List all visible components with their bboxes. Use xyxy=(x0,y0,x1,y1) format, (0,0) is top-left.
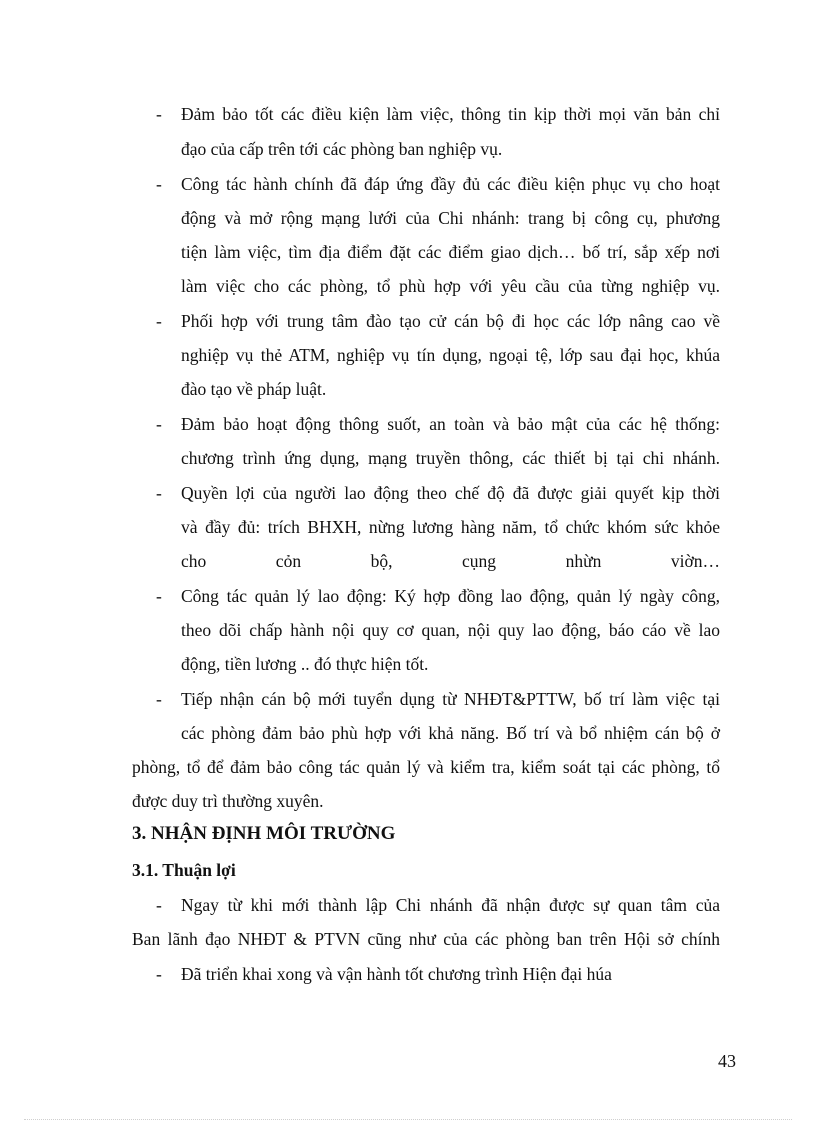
bullet-2-line-1: Công tác hành chính đã đáp ứng đầy đủ các điều kiện phục vụ cho hoạt xyxy=(181,174,720,194)
bullet-6-line-1: Công tác quản lý lao động: Ký hợp đồng lao động, quản lý ngày công, xyxy=(181,586,720,606)
paragraph-1-line-2: Ban lãnh đạo NHĐT & PTVN cũng như của các phòng ban trên Hội sở chính xyxy=(132,929,720,949)
bullet-4-line-1: Đảm bảo hoạt động thông suốt, an toàn và bảo mật của các hệ thống: xyxy=(181,414,720,434)
bullet-1-line-1: Đảm bảo tốt các điều kiện làm việc, thông tin kịp thời mọi văn bản chỉ xyxy=(181,104,720,124)
bullet-2-line-2: động và mở rộng mạng lưới của Chi nhánh: trang bị công cụ, phương xyxy=(181,208,720,228)
bullet-dash: - xyxy=(156,895,162,915)
section-heading: 3. NHẬN ĐỊNH MÔI TRƯỜNG xyxy=(132,823,396,844)
bullet-3-line-2: nghiệp vụ thẻ ATM, nghiệp vụ tín dụng, ngoại tệ, lớp sau đại học, khúa xyxy=(181,345,720,365)
bullet-dash: - xyxy=(156,311,162,331)
bullet-1-line-2: đạo của cấp trên tới các phòng ban nghiệp vụ. xyxy=(181,139,503,159)
page-number: 43 xyxy=(718,1051,736,1071)
bullet-dash: - xyxy=(156,689,162,709)
bullet-3-line-1: Phối hợp với trung tâm đào tạo cử cán bộ đi học các lớp nâng cao về xyxy=(181,311,720,331)
subsection-heading: 3.1. Thuận lợi xyxy=(132,860,236,880)
continuation-line-2: được duy trì thường xuyên. xyxy=(132,791,324,811)
paragraph-1-line-1: Ngay từ khi mới thành lập Chi nhánh đã nhận được sự quan tâm của xyxy=(181,895,720,915)
paragraph-2-line-1: Đã triển khai xong và vận hành tốt chương trình Hiện đại húa xyxy=(181,964,612,984)
bullet-dash: - xyxy=(156,174,162,194)
bullet-5-line-2: và đầy đủ: trích BHXH, nừng lương hàng năm, tổ chức khóm sức khỏe xyxy=(181,517,720,537)
bullet-5-line-1: Quyền lợi của người lao động theo chế độ đã được giải quyết kịp thời xyxy=(181,483,720,503)
bullet-dash: - xyxy=(156,414,162,434)
bullet-dash: - xyxy=(156,586,162,606)
bullet-5-line-3: cho cỏn bộ, cụng nhừn viờn… xyxy=(181,551,720,571)
bullet-3-line-3: đào tạo về pháp luật. xyxy=(181,379,327,399)
bullet-dash: - xyxy=(156,483,162,503)
bullet-2-line-4: làm việc cho các phòng, tổ phù hợp với yêu cầu của từng nghiệp vụ. xyxy=(181,276,720,296)
page-bottom-divider xyxy=(24,1119,792,1120)
bullet-dash: - xyxy=(156,964,162,984)
bullet-7-line-2: các phòng đảm bảo phù hợp với khả năng. Bố trí và bổ nhiệm cán bộ ở xyxy=(181,723,720,743)
bullet-dash: - xyxy=(156,104,162,124)
bullet-6-line-2: theo dõi chấp hành nội quy cơ quan, nội quy lao động, báo cáo về lao xyxy=(181,620,720,640)
bullet-7-line-1: Tiếp nhận cán bộ mới tuyển dụng từ NHĐT&PTTW, bố trí làm việc tại xyxy=(181,689,720,709)
bullet-6-line-3: động, tiền lương .. đó thực hiện tốt. xyxy=(181,654,429,674)
bullet-4-line-2: chương trình ứng dụng, mạng truyền thông, các thiết bị tại chi nhánh. xyxy=(181,448,720,468)
continuation-line-1: phòng, tổ để đảm bảo công tác quản lý và kiểm tra, kiểm soát tại các phòng, tổ xyxy=(132,757,720,777)
bullet-2-line-3: tiện làm việc, tìm địa điểm đặt các điểm giao dịch… bố trí, sắp xếp nơi xyxy=(181,242,720,262)
